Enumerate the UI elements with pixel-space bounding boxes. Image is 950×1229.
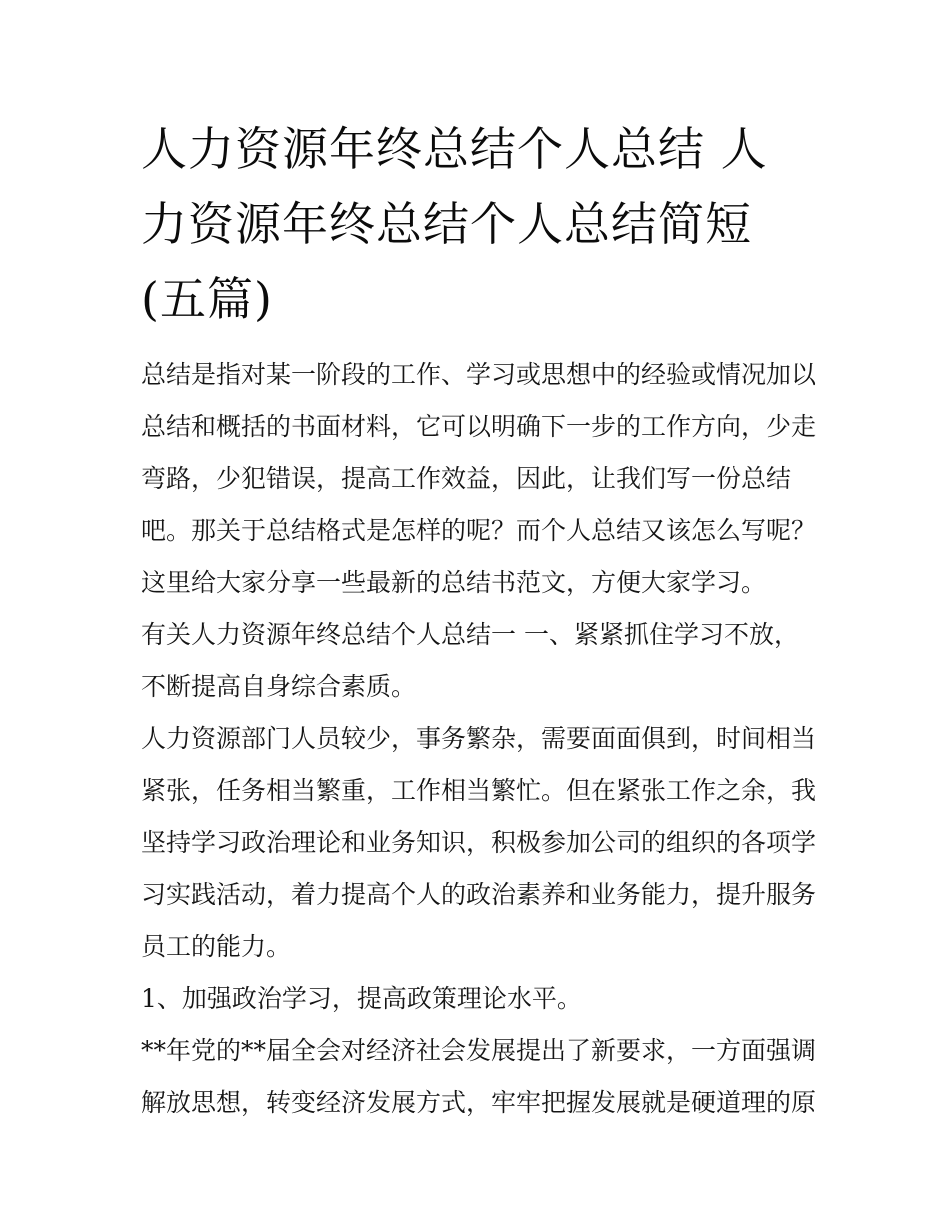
intro-paragraph <box>141 349 817 609</box>
text-line: 总结是指对某一阶段的工作、学习或思想中的经验或情况加以 <box>141 360 817 389</box>
text-line: 总结和概括的书面材料，它可以明确下一步的工作方向，少走 <box>141 412 817 441</box>
text-line: 人力资源部门人员较少，事务繁杂，需要面面俱到，时间相当 <box>141 724 817 753</box>
body-paragraph <box>141 1025 817 1129</box>
document-content <box>141 112 817 1129</box>
text-line: 不断提高自身综合素质。 <box>141 672 417 701</box>
text-line: 弯路，少犯错误，提高工作效益，因此，让我们写一份总结 <box>141 464 792 493</box>
title-line: (五篇) <box>141 272 273 326</box>
text-line: 习实践活动，着力提高个人的政治素养和业务能力，提升服务 <box>141 880 817 909</box>
text-line: 有关人力资源年终总结个人总结一 一、紧紧抓住学习不放， <box>141 620 799 649</box>
title-line: 人力资源年终总结个人总结 人 <box>141 122 768 176</box>
numbered-item-paragraph <box>141 973 813 1025</box>
text-line: 吧。那关于总结格式是怎样的呢？而个人总结又该怎么写呢？ <box>141 516 817 545</box>
text-line: 坚持学习政治理论和业务知识，积极参加公司的组织的各项学 <box>141 828 817 857</box>
document-title <box>141 112 813 337</box>
text-line: 解放思想，转变经济发展方式，牢牢把握发展就是硬道理的原 <box>141 1088 817 1117</box>
section-heading-paragraph <box>141 609 813 713</box>
text-line: 这里给大家分享一些最新的总结书范文，方便大家学习。 <box>141 568 767 597</box>
body-paragraph <box>141 713 817 973</box>
text-line: 员工的能力。 <box>141 932 292 961</box>
text-line: **年党的**届全会对经济社会发展提出了新要求，一方面强调 <box>141 1036 817 1065</box>
text-line: 紧张，任务相当繁重，工作相当繁忙。但在紧张工作之余，我 <box>141 776 817 805</box>
title-line: 力资源年终总结个人总结简短 <box>141 197 752 251</box>
text-line: 1、加强政治学习，提高政策理论水平。 <box>141 984 582 1013</box>
